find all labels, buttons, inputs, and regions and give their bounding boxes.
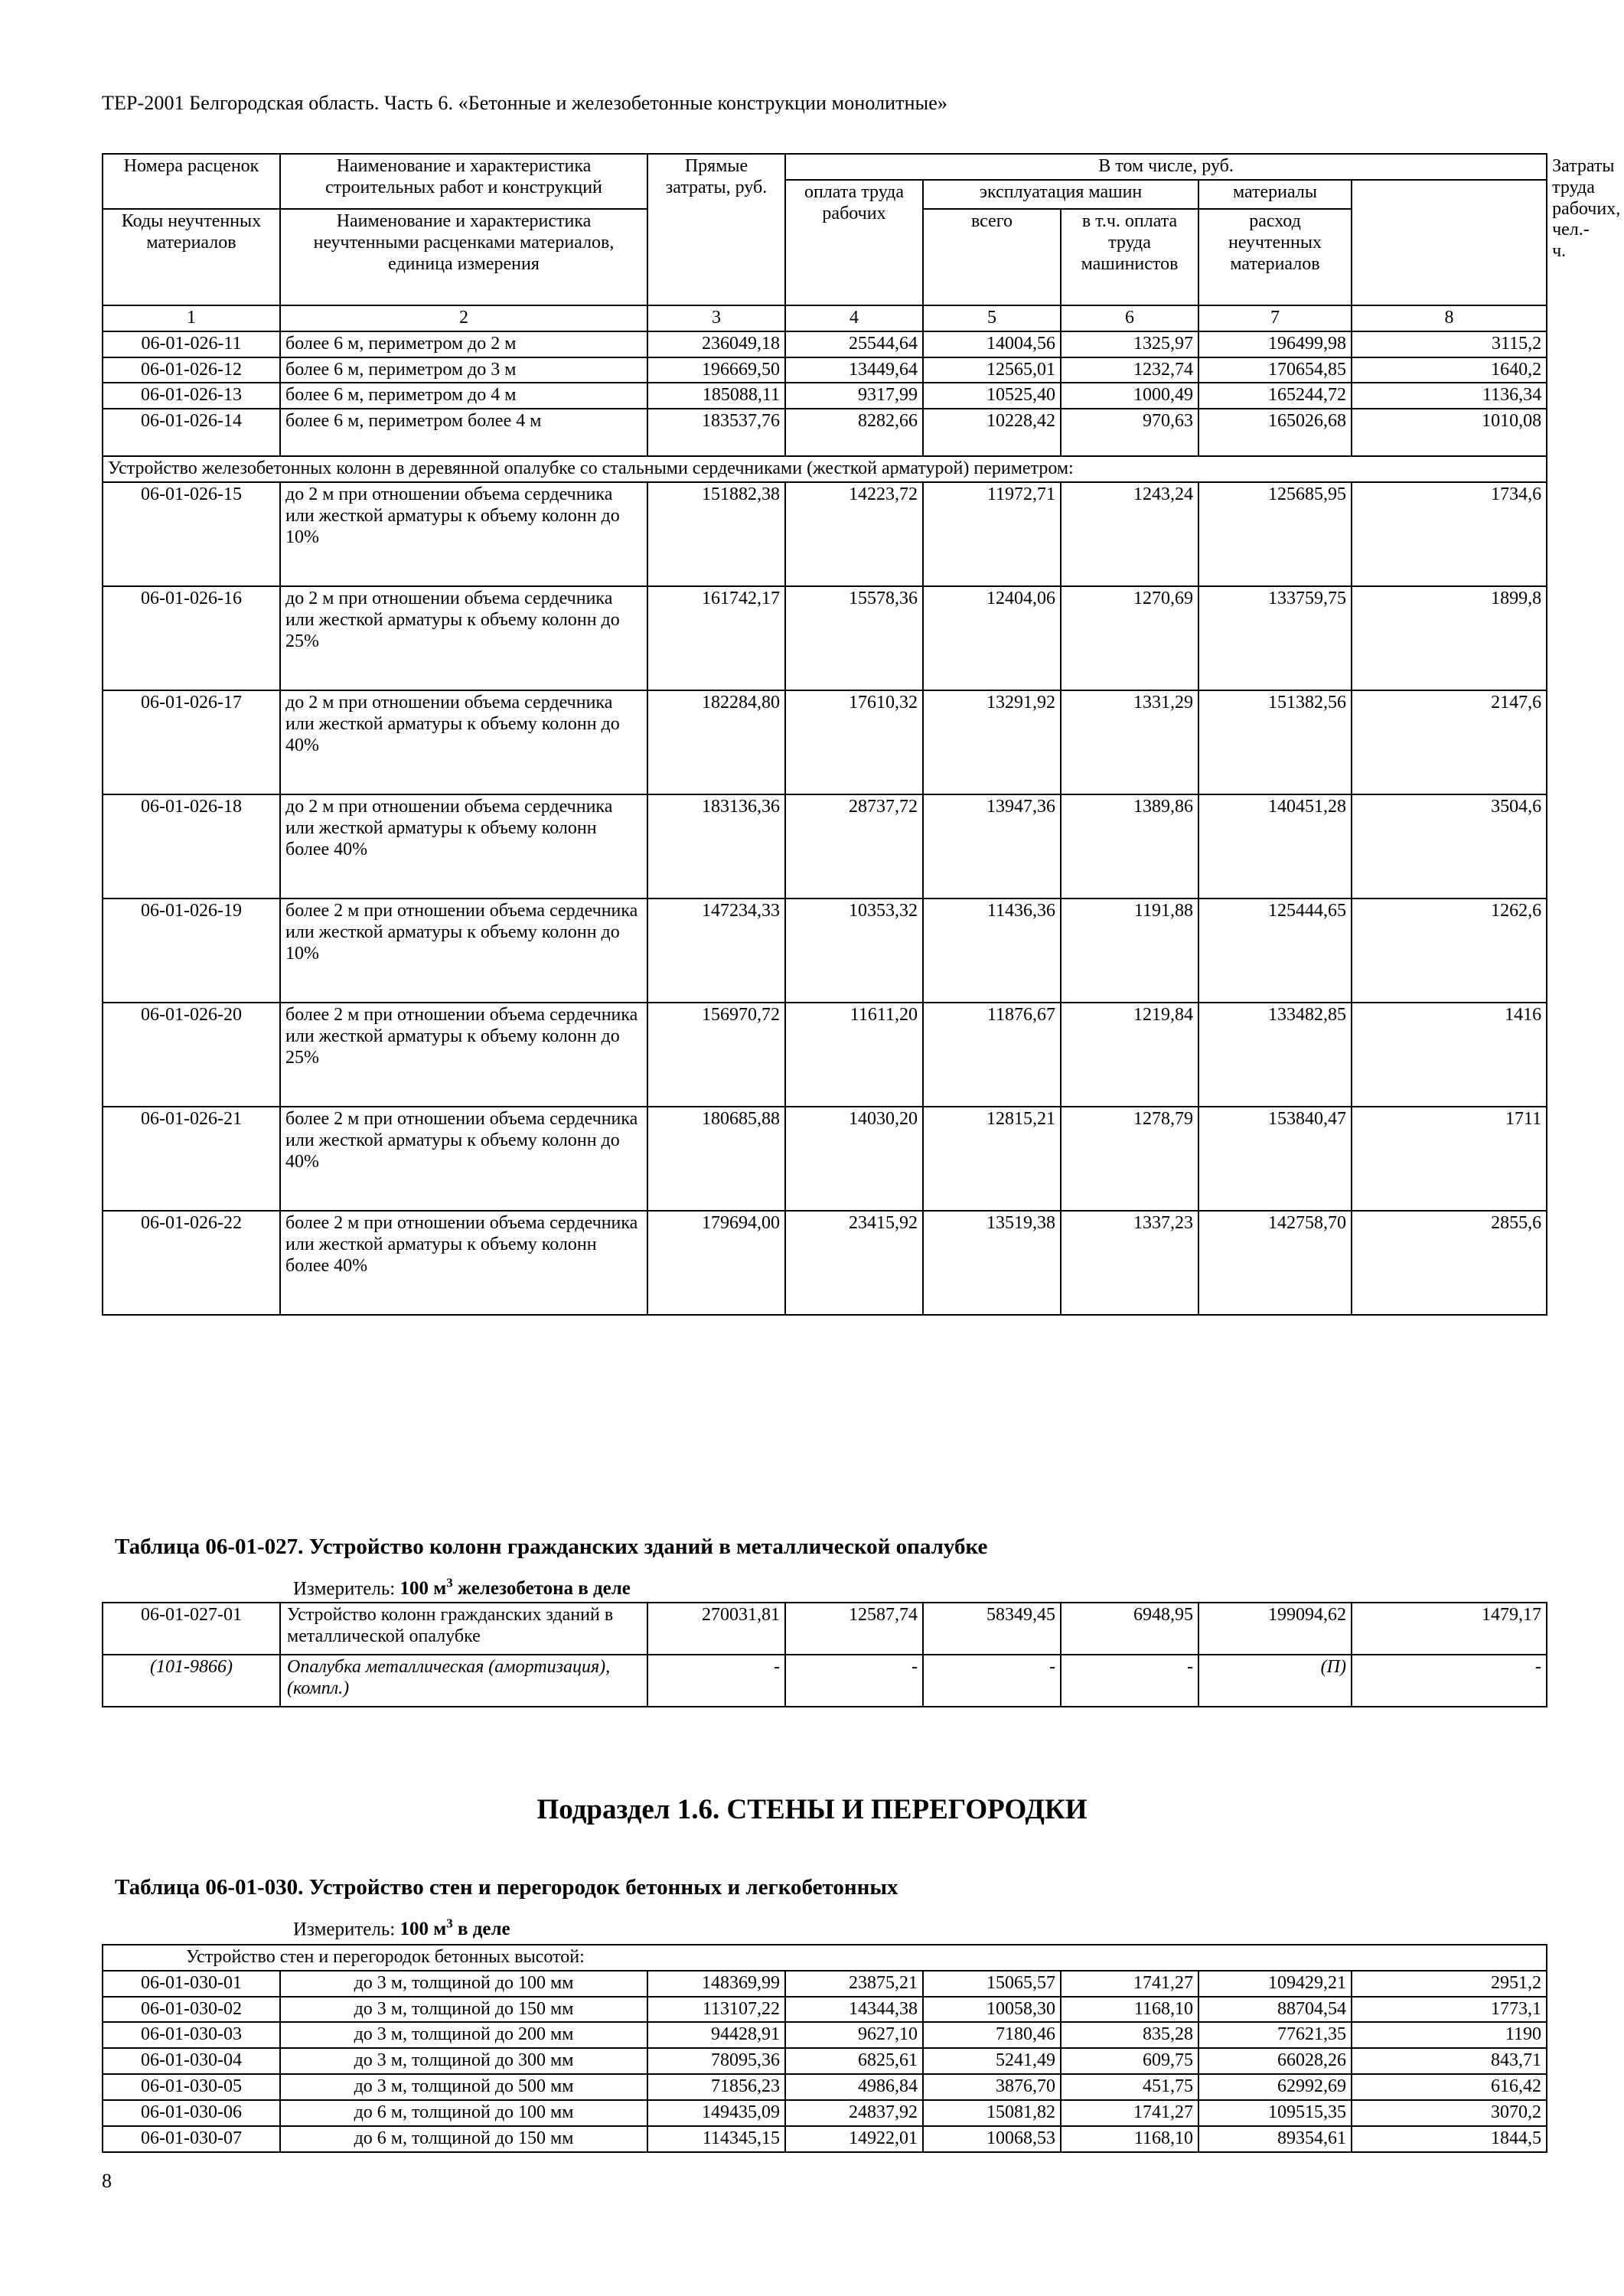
row-code: 06-01-026-20 [103, 1003, 280, 1107]
header-machines-total: всего [923, 209, 1061, 305]
row-direct: 179694,00 [647, 1211, 785, 1315]
row-materials: 165244,72 [1198, 383, 1352, 409]
row-desc: более 2 м при отношении объема сердечника или жесткой арматуры к объему колонн до 25% [280, 1003, 647, 1107]
row-labor-pay: 6825,61 [785, 2048, 923, 2074]
row-labor-hours: 1899,8 [1352, 586, 1547, 690]
row-materials: 77621,35 [1198, 2022, 1352, 2048]
row-direct: 113107,22 [647, 1997, 785, 2023]
row-materials: 151382,56 [1198, 690, 1352, 794]
row-code: 06-01-026-11 [103, 331, 280, 357]
material-labor-hours: - [1352, 1655, 1547, 1707]
row-materials: 125685,95 [1198, 482, 1352, 586]
row-labor-hours: 616,42 [1352, 2074, 1547, 2100]
colnum-7: 7 [1198, 305, 1352, 331]
row-labor-pay: 8282,66 [785, 409, 923, 456]
row-machines-total: 7180,46 [923, 2022, 1061, 2048]
row-machines-total: 12815,21 [923, 1107, 1061, 1211]
row-desc: более 2 м при отношении объема сердечника или жесткой арматуры к объему колонн до 10% [280, 899, 647, 1003]
row-operator-pay: 1741,27 [1061, 1971, 1198, 1997]
table-027-measure [293, 1576, 631, 1600]
header-unaccounted-name: Наименование и характеристика неучтенными расценками материалов, единица измерения [280, 209, 647, 305]
group-heading-text: Устройство стен и перегородок бетонных высотой: [103, 1945, 1547, 1971]
row-operator-pay: 1325,97 [1061, 331, 1198, 357]
material-direct: - [647, 1655, 785, 1707]
row-direct: 156970,72 [647, 1003, 785, 1107]
row-machines-total: 13291,92 [923, 690, 1061, 794]
row-operator-pay: 1337,23 [1061, 1211, 1198, 1315]
row-labor-hours: 1844,5 [1352, 2126, 1547, 2152]
document-header: ТЕР-2001 Белгородская область. Часть 6. «Бетонные и железобетонные конструкции монолитные» [102, 92, 947, 114]
row-labor-pay: 14223,72 [785, 482, 923, 586]
measure-value-post: в деле [452, 1919, 510, 1940]
row-machines-total: 12404,06 [923, 586, 1061, 690]
row-code: 06-01-030-01 [103, 1971, 280, 1997]
row-machines-total: 15081,82 [923, 2100, 1061, 2126]
row-operator-pay: 970,63 [1061, 409, 1198, 456]
table-row [103, 1603, 1547, 1655]
row-labor-hours: 1416 [1352, 1003, 1547, 1107]
row-direct: 114345,15 [647, 2126, 785, 2152]
row-operator-pay: 1243,24 [1061, 482, 1198, 586]
row-materials: 199094,62 [1198, 1603, 1352, 1655]
row-desc: до 3 м, толщиной до 300 мм [280, 2048, 647, 2074]
table-body-030 [103, 1945, 1547, 2152]
row-machines-total: 5241,49 [923, 2048, 1061, 2074]
row-desc: до 2 м при отношении объема сердечника или жесткой арматуры к объему колонн до 40% [280, 690, 647, 794]
row-machines-total: 10068,53 [923, 2126, 1061, 2152]
row-labor-pay: 23875,21 [785, 1971, 923, 1997]
row-machines-total: 11876,67 [923, 1003, 1061, 1107]
row-materials: 109429,21 [1198, 1971, 1352, 1997]
table-row [103, 794, 1547, 899]
material-operator-pay: - [1061, 1655, 1198, 1707]
header-materials-unaccounted: расход неучтенных материалов [1198, 209, 1352, 305]
table-06-01-030 [102, 1944, 1547, 2153]
row-desc: до 2 м при отношении объема сердечника или жесткой арматуры к объему колонн более 40% [280, 794, 647, 899]
table-030-title: Таблица 06-01-030. Устройство стен и перегородок бетонных и легкобетонных [115, 1875, 898, 1900]
row-machines-total: 15065,57 [923, 1971, 1061, 1997]
row-materials: 66028,26 [1198, 2048, 1352, 2074]
colnum-5: 5 [923, 305, 1061, 331]
header-materials: материалы [1198, 180, 1352, 209]
row-code: 06-01-027-01 [103, 1603, 280, 1655]
row-operator-pay: 451,75 [1061, 2074, 1198, 2100]
row-labor-hours: 1734,6 [1352, 482, 1547, 586]
measure-label: Измеритель: [293, 1919, 396, 1940]
row-labor-hours: 3070,2 [1352, 2100, 1547, 2126]
table-row [103, 690, 1547, 794]
row-operator-pay: 1000,49 [1061, 383, 1198, 409]
row-direct: 185088,11 [647, 383, 785, 409]
row-desc: до 6 м, толщиной до 150 мм [280, 2126, 647, 2152]
row-code: 06-01-026-14 [103, 409, 280, 456]
row-labor-pay: 13449,64 [785, 357, 923, 383]
row-labor-hours: 1711 [1352, 1107, 1547, 1211]
table-row [103, 899, 1547, 1003]
row-operator-pay: 1232,74 [1061, 357, 1198, 383]
row-labor-hours: 2147,6 [1352, 690, 1547, 794]
material-row [103, 1655, 1547, 1707]
row-labor-pay: 15578,36 [785, 586, 923, 690]
table-030-measure [293, 1916, 510, 1940]
row-materials: 140451,28 [1198, 794, 1352, 899]
header-machines: эксплуатация машин [923, 180, 1198, 209]
row-labor-hours: 1640,2 [1352, 357, 1547, 383]
row-labor-pay: 4986,84 [785, 2074, 923, 2100]
row-direct: 161742,17 [647, 586, 785, 690]
row-materials: 125444,65 [1198, 899, 1352, 1003]
colnum-2: 2 [280, 305, 647, 331]
table-row [103, 586, 1547, 690]
group-heading-row [103, 1945, 1547, 1971]
header-work-name: Наименование и характеристика строительных работ и конструкций [280, 154, 647, 209]
row-operator-pay: 835,28 [1061, 2022, 1198, 2048]
row-code: 06-01-026-18 [103, 794, 280, 899]
row-operator-pay: 1331,29 [1061, 690, 1198, 794]
row-direct: 149435,09 [647, 2100, 785, 2126]
row-labor-hours: 3115,2 [1352, 331, 1547, 357]
row-direct: 182284,80 [647, 690, 785, 794]
group-heading-text: Устройство железобетонных колонн в деревянной опалубке со стальными сердечниками (жесткой арматурой) периметром: [103, 456, 1547, 482]
row-code: 06-01-026-22 [103, 1211, 280, 1315]
material-machines-total: - [923, 1655, 1061, 1707]
material-code: (101-9866) [103, 1655, 280, 1707]
table-row [103, 482, 1547, 586]
row-direct: 78095,36 [647, 2048, 785, 2074]
row-labor-pay: 14922,01 [785, 2126, 923, 2152]
row-direct: 180685,88 [647, 1107, 785, 1211]
row-materials: 170654,85 [1198, 357, 1352, 383]
colnum-3: 3 [647, 305, 785, 331]
row-labor-hours: 1773,1 [1352, 1997, 1547, 2023]
row-operator-pay: 1389,86 [1061, 794, 1198, 899]
measure-value-pre: 100 м [399, 1919, 447, 1940]
table-row [103, 383, 1547, 409]
row-labor-pay: 24837,92 [785, 2100, 923, 2126]
row-materials: 165026,68 [1198, 409, 1352, 456]
header-codes-unaccounted: Коды неучтенных материалов [103, 209, 280, 305]
row-desc: до 3 м, толщиной до 100 мм [280, 1971, 647, 1997]
row-direct: 148369,99 [647, 1971, 785, 1997]
row-operator-pay: 1219,84 [1061, 1003, 1198, 1107]
row-labor-pay: 14030,20 [785, 1107, 923, 1211]
table-06-01-026 [102, 153, 1621, 1316]
row-desc: до 3 м, толщиной до 200 мм [280, 2022, 647, 2048]
row-desc: более 2 м при отношении объема сердечника или жесткой арматуры к объему колонн до 40% [280, 1107, 647, 1211]
row-labor-pay: 11611,20 [785, 1003, 923, 1107]
row-code: 06-01-030-04 [103, 2048, 280, 2074]
row-code: 06-01-030-06 [103, 2100, 280, 2126]
row-operator-pay: 1741,27 [1061, 2100, 1198, 2126]
row-code: 06-01-030-05 [103, 2074, 280, 2100]
header-direct-costs: Прямые затраты, руб. [647, 154, 785, 305]
table-row [103, 1211, 1547, 1315]
row-direct: 147234,33 [647, 899, 785, 1003]
row-desc: до 3 м, толщиной до 150 мм [280, 1997, 647, 2023]
row-machines-total: 3876,70 [923, 2074, 1061, 2100]
material-materials: (П) [1198, 1655, 1352, 1707]
subsection-title: Подраздел 1.6. СТЕНЫ И ПЕРЕГОРОДКИ [536, 1794, 1088, 1825]
row-machines-total: 10525,40 [923, 383, 1061, 409]
row-direct: 236049,18 [647, 331, 785, 357]
row-operator-pay: 1168,10 [1061, 1997, 1198, 2023]
row-labor-hours: 2951,2 [1352, 1971, 1547, 1997]
row-machines-total: 11436,36 [923, 899, 1061, 1003]
row-labor-pay: 10353,32 [785, 899, 923, 1003]
table-027-title: Таблица 06-01-027. Устройство колонн гражданских зданий в металлической опалубке [115, 1534, 988, 1559]
row-materials: 88704,54 [1198, 1997, 1352, 2023]
row-direct: 183136,36 [647, 794, 785, 899]
row-labor-hours: 2855,6 [1352, 1211, 1547, 1315]
table-row [103, 1971, 1547, 1997]
row-labor-pay: 9317,99 [785, 383, 923, 409]
row-code: 06-01-026-16 [103, 586, 280, 690]
header-including: В том числе, руб. [785, 154, 1547, 180]
row-labor-hours: 1190 [1352, 2022, 1547, 2048]
table-row [103, 331, 1547, 357]
row-desc: более 6 м, периметром до 3 м [280, 357, 647, 383]
row-code: 06-01-026-15 [103, 482, 280, 586]
row-code: 06-01-026-17 [103, 690, 280, 794]
row-operator-pay: 1278,79 [1061, 1107, 1198, 1211]
header-row-1: Номера расценок Наименование и характеристика строительных работ и конструкций Прямые затраты, руб. В том числе, руб. Затраты труда рабочих, чел.-ч. [103, 154, 1547, 180]
row-operator-pay: 6948,95 [1061, 1603, 1198, 1655]
table-row [103, 2100, 1547, 2126]
row-code: 06-01-030-07 [103, 2126, 280, 2152]
row-labor-hours: 1010,08 [1352, 409, 1547, 456]
material-labor-pay: - [785, 1655, 923, 1707]
table-row [103, 1107, 1547, 1211]
measure-value-pre: 100 м [399, 1578, 447, 1600]
row-labor-hours: 1479,17 [1352, 1603, 1547, 1655]
row-desc: более 6 м, периметром до 4 м [280, 383, 647, 409]
measure-value-sup: 3 [446, 1916, 453, 1931]
header-labor-pay: оплата труда рабочих [785, 180, 923, 305]
row-labor-hours: 1262,6 [1352, 899, 1547, 1003]
row-labor-pay: 23415,92 [785, 1211, 923, 1315]
row-materials: 109515,35 [1198, 2100, 1352, 2126]
row-machines-total: 11972,71 [923, 482, 1061, 586]
row-code: 06-01-026-13 [103, 383, 280, 409]
colnum-4: 4 [785, 305, 923, 331]
row-operator-pay: 1168,10 [1061, 2126, 1198, 2152]
row-labor-hours: 1136,34 [1352, 383, 1547, 409]
table-row [103, 357, 1547, 383]
row-materials: 133759,75 [1198, 586, 1352, 690]
row-code: 06-01-026-21 [103, 1107, 280, 1211]
row-operator-pay: 609,75 [1061, 2048, 1198, 2074]
colnum-1: 1 [103, 305, 280, 331]
row-machines-total: 10228,42 [923, 409, 1061, 456]
page-number: 8 [102, 2170, 112, 2192]
row-labor-pay: 9627,10 [785, 2022, 923, 2048]
row-code: 06-01-030-03 [103, 2022, 280, 2048]
row-direct: 71856,23 [647, 2074, 785, 2100]
row-labor-pay: 14344,38 [785, 1997, 923, 2023]
row-machines-total: 13947,36 [923, 794, 1061, 899]
table-row [103, 2048, 1547, 2074]
table-row [103, 1997, 1547, 2023]
table-body-027 [103, 1603, 1547, 1707]
row-machines-total: 12565,01 [923, 357, 1061, 383]
row-labor-hours: 843,71 [1352, 2048, 1547, 2074]
group-heading-row [103, 456, 1547, 482]
row-direct: 270031,81 [647, 1603, 785, 1655]
measure-value-post: железобетона в деле [452, 1578, 631, 1600]
table-head [103, 154, 1621, 331]
row-desc: до 6 м, толщиной до 100 мм [280, 2100, 647, 2126]
header-code-numbers: Номера расценок [103, 154, 280, 209]
table-06-01-027 [102, 1602, 1547, 1707]
row-materials: 62992,69 [1198, 2074, 1352, 2100]
row-materials: 196499,98 [1198, 331, 1352, 357]
row-desc: более 6 м, периметром до 2 м [280, 331, 647, 357]
table-row [103, 1003, 1547, 1107]
table-row [103, 2126, 1547, 2152]
measure-label: Измеритель: [293, 1578, 396, 1600]
row-desc: более 2 м при отношении объема сердечника или жесткой арматуры к объему колонн более 40% [280, 1211, 647, 1315]
row-direct: 196669,50 [647, 357, 785, 383]
measure-value-sup: 3 [446, 1576, 453, 1590]
table-row [103, 409, 1547, 456]
row-desc: до 3 м, толщиной до 500 мм [280, 2074, 647, 2100]
row-machines-total: 10058,30 [923, 1997, 1061, 2023]
header-operator-pay: в т.ч. оплата труда машинистов [1061, 209, 1198, 305]
material-desc: Опалубка металлическая (амортизация), (компл.) [280, 1655, 647, 1707]
row-code: 06-01-030-02 [103, 1997, 280, 2023]
row-materials: 89354,61 [1198, 2126, 1352, 2152]
row-materials: 142758,70 [1198, 1211, 1352, 1315]
row-labor-pay: 25544,64 [785, 331, 923, 357]
row-labor-pay: 12587,74 [785, 1603, 923, 1655]
row-machines-total: 58349,45 [923, 1603, 1061, 1655]
row-operator-pay: 1270,69 [1061, 586, 1198, 690]
row-desc: Устройство колонн гражданских зданий в металлической опалубке [280, 1603, 647, 1655]
row-direct: 183537,76 [647, 409, 785, 456]
table-body-026 [103, 331, 1547, 1315]
row-labor-hours: 3504,6 [1352, 794, 1547, 899]
row-machines-total: 13519,38 [923, 1211, 1061, 1315]
row-labor-pay: 28737,72 [785, 794, 923, 899]
row-machines-total: 14004,56 [923, 331, 1061, 357]
table-row [103, 2074, 1547, 2100]
row-operator-pay: 1191,88 [1061, 899, 1198, 1003]
row-code: 06-01-026-12 [103, 357, 280, 383]
row-labor-pay: 17610,32 [785, 690, 923, 794]
row-desc: до 2 м при отношении объема сердечника или жесткой арматуры к объему колонн до 10% [280, 482, 647, 586]
row-code: 06-01-026-19 [103, 899, 280, 1003]
row-direct: 94428,91 [647, 2022, 785, 2048]
row-materials: 153840,47 [1198, 1107, 1352, 1211]
row-direct: 151882,38 [647, 482, 785, 586]
row-desc: до 2 м при отношении объема сердечника или жесткой арматуры к объему колонн до 25% [280, 586, 647, 690]
colnum-6: 6 [1061, 305, 1198, 331]
row-desc: более 6 м, периметром более 4 м [280, 409, 647, 456]
row-materials: 133482,85 [1198, 1003, 1352, 1107]
colnum-8: 8 [1352, 305, 1547, 331]
column-number-row [103, 305, 1547, 331]
table-row [103, 2022, 1547, 2048]
